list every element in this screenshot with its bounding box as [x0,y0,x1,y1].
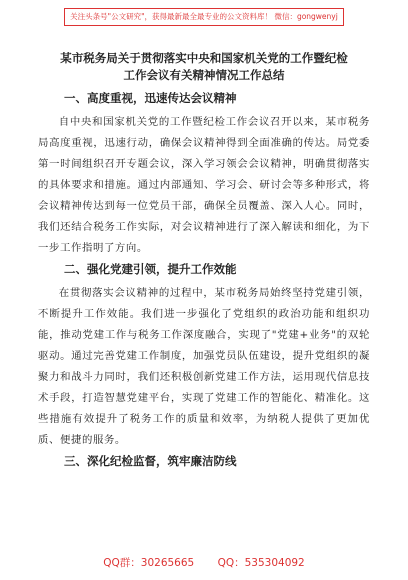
document-body [38,50,370,475]
section-1-paragraph: 自中央和国家机关党的工作暨纪检工作会议召开以来，某市税务局高度重视，迅速行动，确保会议精神得到全面准确的传达。局党委第一时间组织召开专题会议，深入学习领会会议精神，明确贯彻落实的具体要求和措施。通过内部通知、学习会、研讨会等多种形式，将会议精神传达到每一位党员干部，确保全员覆盖、深入人心。同时，我们还结合税务工作实际，对会议精神进行了深入解读和细化，为下一步工作指明了方向。 [38,116,370,254]
footer-contact [0,555,408,570]
section-3-heading: 三、深化纪检监督，筑牢廉洁防线 [64,454,237,468]
section-2-paragraph: 在贯彻落实会议精神的过程中，某市税务局始终坚持党建引领，不断提升工作效能。我们进一步强化了党组织的政治功能和组织功能，推动党建工作与税务工作深度融合，实现了"党建+业务"的双轮驱动。通过完善党建工作制度，加强党员队伍建设，提升党组织的凝聚力和战斗力同时，我们还积极创新党建工作方法，运用现代信息技术手段，打造智慧党建平台，实现了党建工作的智能化、精准化。这些措施有效提升了税务工作的质量和效率，为纳税人提供了更加优质、便捷的服务。 [38,287,370,446]
document-title [38,50,370,84]
section-1-heading: 一、高度重视，迅速传达会议精神 [64,91,237,105]
section-2-heading: 二、强化党建引领，提升工作效能 [64,262,237,276]
title-line-1: 某市税务局关于贯彻落实中央和国家机关党的工作暨纪检 [60,51,348,65]
title-line-2: 工作会议有关精神情况工作总结 [123,68,285,82]
footer-qq: QQ：535304092 [217,557,305,569]
header-banner: 关注头条号"公文研究"，获得最新最全最专业的公文资料库！ 微信：gongwenyj [64,8,344,26]
footer-qq-group: QQ群：30265665 [103,557,195,569]
